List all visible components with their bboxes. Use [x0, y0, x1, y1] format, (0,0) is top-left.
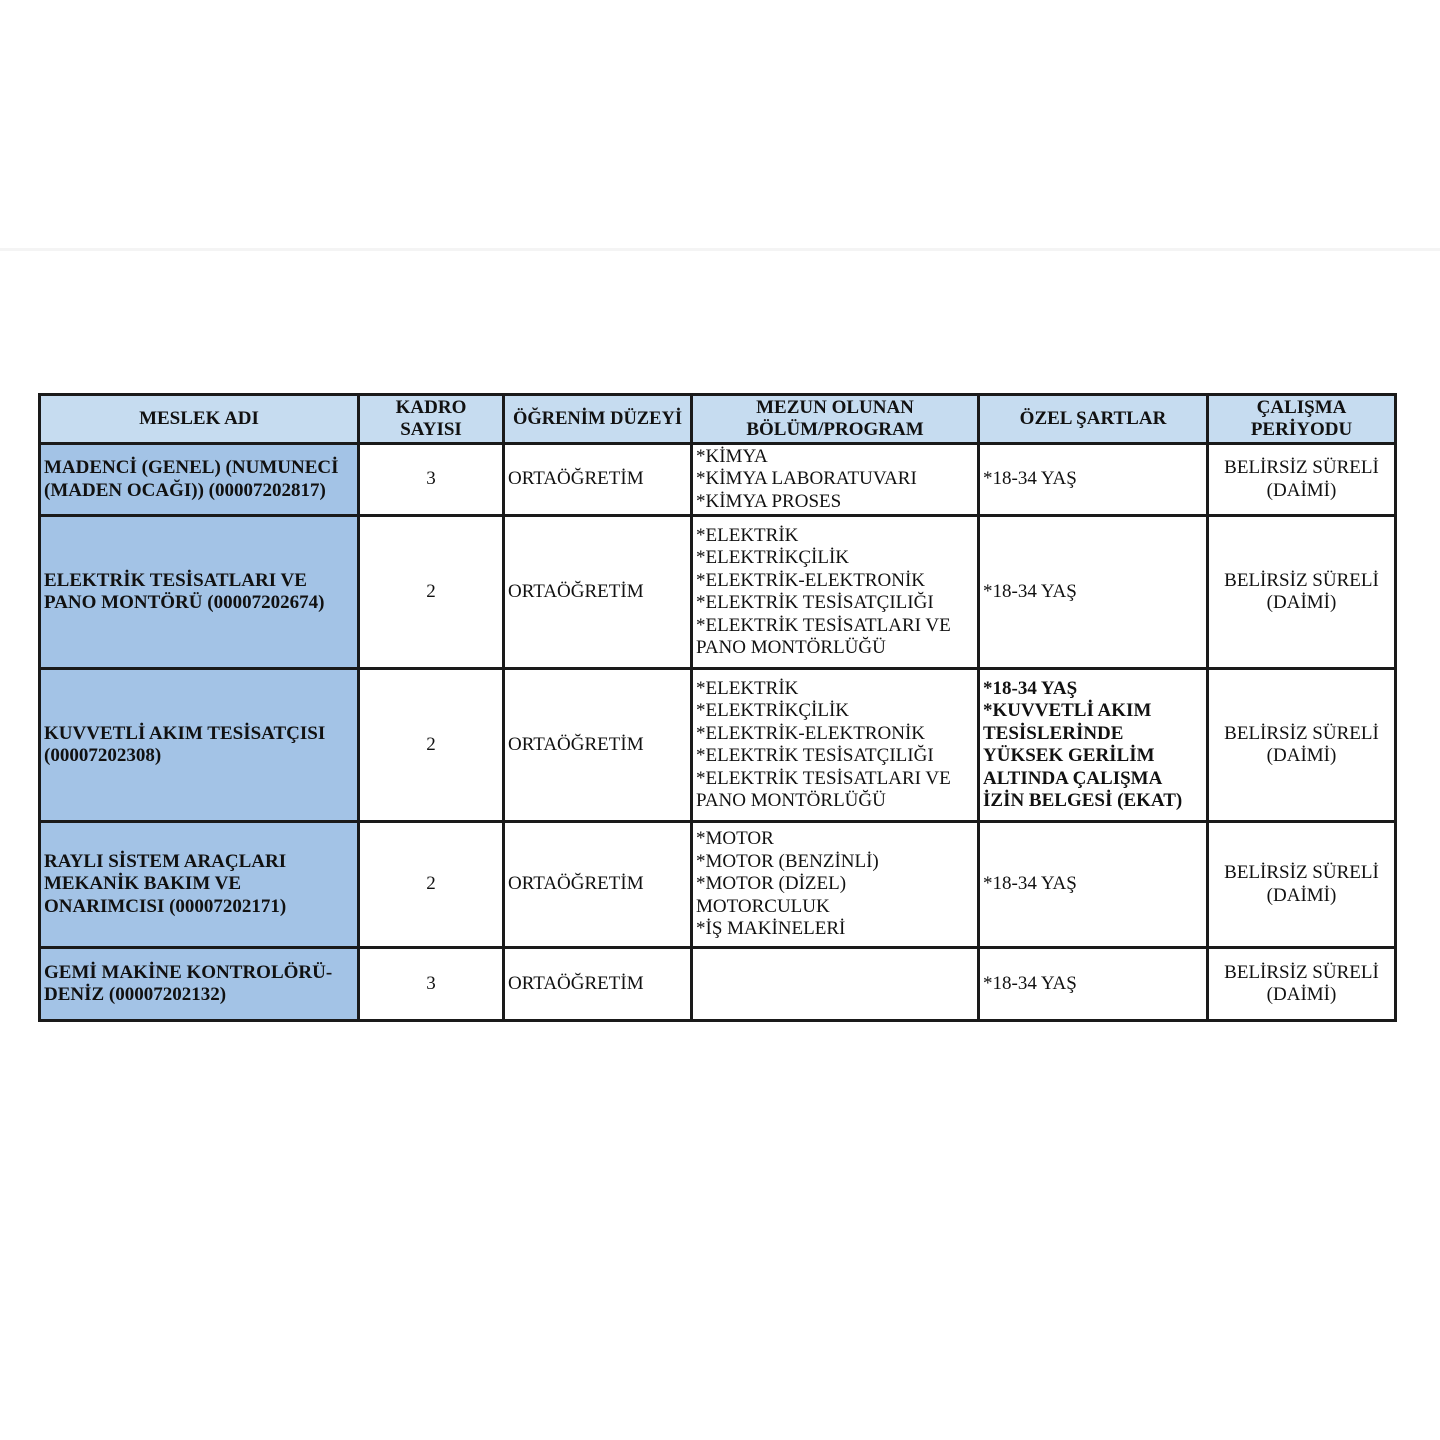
calisma-cell: BELİRSİZ SÜRELİ (DAİMİ) [1208, 444, 1396, 516]
ozel-cell [979, 822, 1208, 948]
mezun-item: *KİMYA PROSES [696, 490, 842, 512]
kadro-cell: 3 [359, 444, 504, 516]
mezun-item: *ELEKTRİK TESİSATÇILIĞI [696, 745, 934, 766]
mezun-item: *ELEKTRİK TESİSATLARI VE PANO MONTÖRLÜĞÜ [696, 767, 951, 811]
mezun-item: *ELEKTRİK-ELEKTRONİK [696, 722, 926, 744]
kadro-cell: 2 [359, 822, 504, 948]
header-row [40, 395, 1396, 444]
calisma-cell: BELİRSİZ SÜRELİ (DAİMİ) [1208, 516, 1396, 669]
mezun-item: *ELEKTRİK [696, 524, 799, 546]
mezun-item: *ELEKTRİK-ELEKTRONİK [696, 569, 926, 591]
calisma-cell: BELİRSİZ SÜRELİ (DAİMİ) [1208, 669, 1396, 822]
ozel-cell [979, 948, 1208, 1021]
ozel-cell [979, 444, 1208, 516]
meslek-cell: KUVVETLİ AKIM TESİSATÇISI (00007202308) [40, 669, 359, 822]
mezun-item: *KİMYA LABORATUVARI [696, 468, 917, 490]
job-table [38, 393, 1397, 1022]
ozel-item: *18-34 YAŞ [983, 677, 1078, 699]
ogrenim-cell: ORTAÖĞRETİM [504, 444, 692, 516]
header-meslek: MESLEK ADI [40, 395, 359, 444]
mezun-cell [692, 822, 979, 948]
kadro-cell: 2 [359, 516, 504, 669]
ogrenim-cell: ORTAÖĞRETİM [504, 948, 692, 1021]
table-row [40, 822, 1396, 948]
table-header [40, 395, 1396, 444]
header-ozel: ÖZEL ŞARTLAR [979, 395, 1208, 444]
ozel-item: *18-34 YAŞ [983, 580, 1077, 602]
meslek-cell: GEMİ MAKİNE KONTROLÖRÜ- DENİZ (00007202132) [40, 948, 359, 1021]
mezun-item: *İŞ MAKİNELERİ [696, 918, 846, 940]
mezun-cell [692, 516, 979, 669]
mezun-item: MOTORCULUK [696, 895, 830, 917]
table-row [40, 516, 1396, 669]
mezun-item: *MOTOR [696, 828, 774, 850]
ogrenim-cell: ORTAÖĞRETİM [504, 516, 692, 669]
ozel-item: *18-34 YAŞ [983, 873, 1077, 895]
mezun-cell [692, 444, 979, 516]
calisma-cell: BELİRSİZ SÜRELİ (DAİMİ) [1208, 822, 1396, 948]
mezun-item: *ELEKTRİK [696, 677, 799, 699]
meslek-cell: MADENCİ (GENEL) (NUMUNECİ (MADEN OCAĞI)) (00007202817) [40, 444, 359, 516]
meslek-cell: RAYLI SİSTEM ARAÇLARI MEKANİK BAKIM VE ONARIMCISI (00007202171) [40, 822, 359, 948]
table-body [40, 444, 1396, 1021]
ozel-cell [979, 516, 1208, 669]
table-row [40, 669, 1396, 822]
header-mezun: MEZUN OLUNAN BÖLÜM/PROGRAM [692, 395, 979, 444]
mezun-item: *ELEKTRİK TESİSATLARI VE PANO MONTÖRLÜĞÜ [696, 614, 951, 658]
header-ogrenim: ÖĞRENİM DÜZEYİ [504, 395, 692, 444]
ozel-item: *KUVVETLİ AKIM TESİSLERİNDE YÜKSEK GERİLİM ALTINDA ÇALIŞMA İZİN BELGESİ (EKAT) [983, 700, 1183, 811]
divider-band [0, 248, 1440, 251]
table-row [40, 444, 1396, 516]
mezun-item: *ELEKTRİK TESİSATÇILIĞI [696, 592, 934, 613]
meslek-cell: ELEKTRİK TESİSATLARI VE PANO MONTÖRÜ (00007202674) [40, 516, 359, 669]
table-row [40, 948, 1396, 1021]
mezun-item: *ELEKTRİKÇİLİK [696, 700, 850, 721]
mezun-item: *ELEKTRİKÇİLİK [696, 547, 850, 568]
ogrenim-cell: ORTAÖĞRETİM [504, 669, 692, 822]
header-calisma: ÇALIŞMA PERİYODU [1208, 395, 1396, 444]
mezun-item: *KİMYA [696, 445, 768, 467]
mezun-item: *MOTOR (BENZİNLİ) [696, 850, 879, 872]
kadro-cell: 3 [359, 948, 504, 1021]
header-kadro: KADRO SAYISI [359, 395, 504, 444]
ozel-item: *18-34 YAŞ [983, 972, 1077, 994]
mezun-item: *MOTOR (DİZEL) [696, 873, 847, 895]
ogrenim-cell: ORTAÖĞRETİM [504, 822, 692, 948]
calisma-cell: BELİRSİZ SÜRELİ (DAİMİ) [1208, 948, 1396, 1021]
ozel-item: *18-34 YAŞ [983, 468, 1077, 490]
ozel-cell [979, 669, 1208, 822]
kadro-cell: 2 [359, 669, 504, 822]
mezun-cell [692, 669, 979, 822]
mezun-cell [692, 948, 979, 1021]
